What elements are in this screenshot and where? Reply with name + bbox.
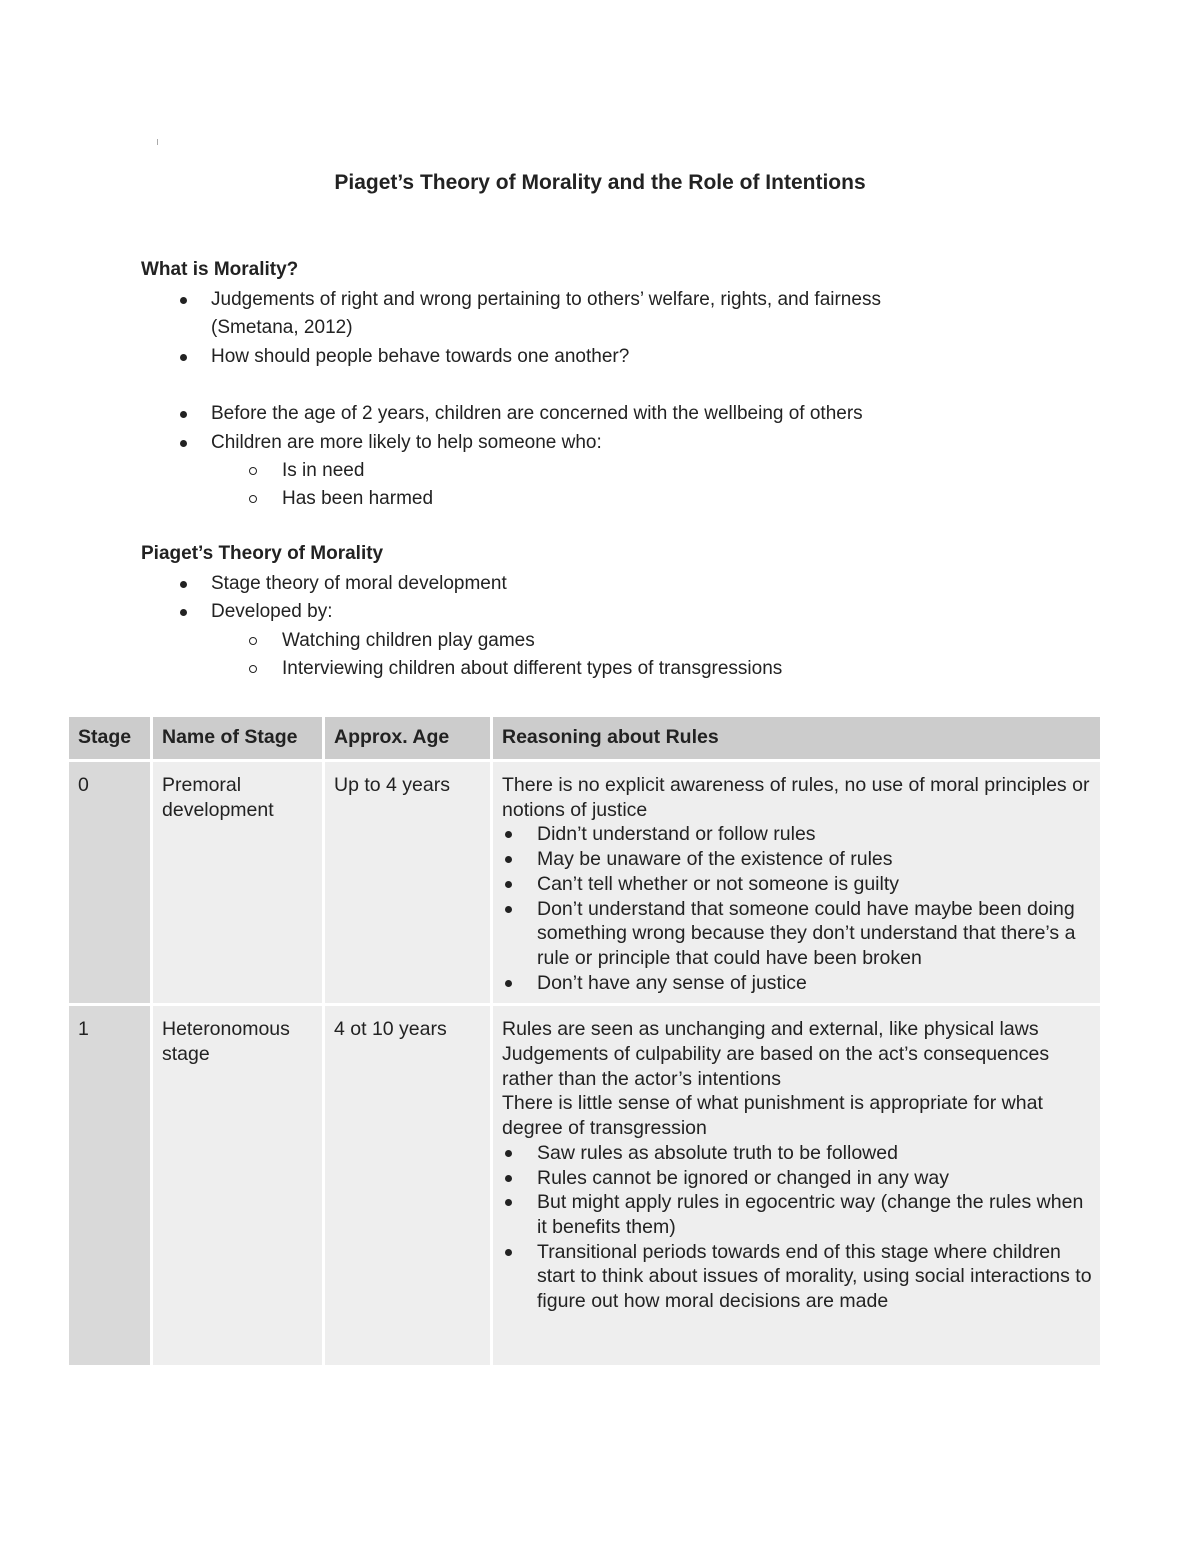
stage-number: 0 <box>68 761 152 1005</box>
stage-reasoning <box>492 1005 1102 1367</box>
table-header-row <box>68 716 1102 761</box>
stages-table <box>66 714 1103 1368</box>
list-item: Can’t tell whether or not someone is guilty <box>502 872 1092 897</box>
reasoning-paragraph: Judgements of culpability are based on the act’s consequences rather than the actor’s intentions <box>502 1043 1050 1090</box>
list-item: Rules cannot be ignored or changed in any way <box>502 1166 1092 1191</box>
section-heading-morality: What is Morality? <box>141 259 299 280</box>
piaget-list <box>0 570 1100 684</box>
stage-reasoning <box>492 761 1102 1005</box>
stage-name: Heteronomous stage <box>152 1005 324 1367</box>
list-item: Stage theory of moral development <box>0 570 1100 598</box>
list-item: Don’t understand that someone could have maybe been doing something wrong because they don’t understand that there’s a rule or principle that could have been broken <box>502 897 1092 971</box>
stage-age: 4 ot 10 years <box>324 1005 492 1367</box>
stage-name: Premoral development <box>152 761 324 1005</box>
list-item: But might apply rules in egocentric way (change the rules when it benefits them) <box>502 1190 1092 1239</box>
list-item: How should people behave towards one another? <box>0 343 1100 371</box>
sub-list-item: Interviewing children about different types of transgressions <box>0 655 1100 683</box>
section-heading-piaget: Piaget’s Theory of Morality <box>141 543 384 564</box>
table-row <box>68 761 1102 1005</box>
margin-mark <box>157 139 158 145</box>
reasoning-list <box>502 822 1092 995</box>
list-item: Transitional periods towards end of this stage where children start to think about issues of morality, using social interactions to figure out how moral decisions are made <box>502 1240 1092 1314</box>
list-item: Children are more likely to help someone who: <box>0 429 1100 457</box>
column-header-age: Approx. Age <box>324 716 492 761</box>
reasoning-list <box>502 1141 1092 1314</box>
list-item-continuation: (Smetana, 2012) <box>211 317 353 339</box>
column-header-stage: Stage <box>68 716 152 761</box>
morality-list <box>0 286 1100 514</box>
reasoning-paragraph: There is little sense of what punishment is appropriate for what degree of transgression <box>502 1092 1043 1140</box>
column-header-reasoning: Reasoning about Rules <box>492 716 1102 761</box>
sub-list-item: Is in need <box>0 457 1100 485</box>
sub-list-item: Has been harmed <box>0 485 1100 513</box>
list-item: Before the age of 2 years, children are concerned with the wellbeing of others <box>0 400 1100 428</box>
column-header-name: Name of Stage <box>152 716 324 761</box>
reasoning-paragraph: Rules are seen as unchanging and external, like physical laws <box>502 1018 1039 1041</box>
stage-age: Up to 4 years <box>324 761 492 1005</box>
sub-list-item: Watching children play games <box>0 627 1100 655</box>
list-item: May be unaware of the existence of rules <box>502 847 1092 872</box>
list-item: Don’t have any sense of justice <box>502 971 1092 996</box>
list-item: Judgements of right and wrong pertaining to others’ welfare, rights, and fairness <box>0 286 1100 314</box>
stage-number: 1 <box>68 1005 152 1367</box>
list-item: Developed by: <box>0 598 1100 626</box>
table-row <box>68 1005 1102 1367</box>
list-item: Saw rules as absolute truth to be followed <box>502 1141 1092 1166</box>
reasoning-paragraph: There is no explicit awareness of rules, no use of moral principles or notions of justice <box>502 774 1090 821</box>
document-title: Piaget’s Theory of Morality and the Role of Intentions <box>334 171 866 194</box>
list-item: Didn’t understand or follow rules <box>502 822 1092 847</box>
